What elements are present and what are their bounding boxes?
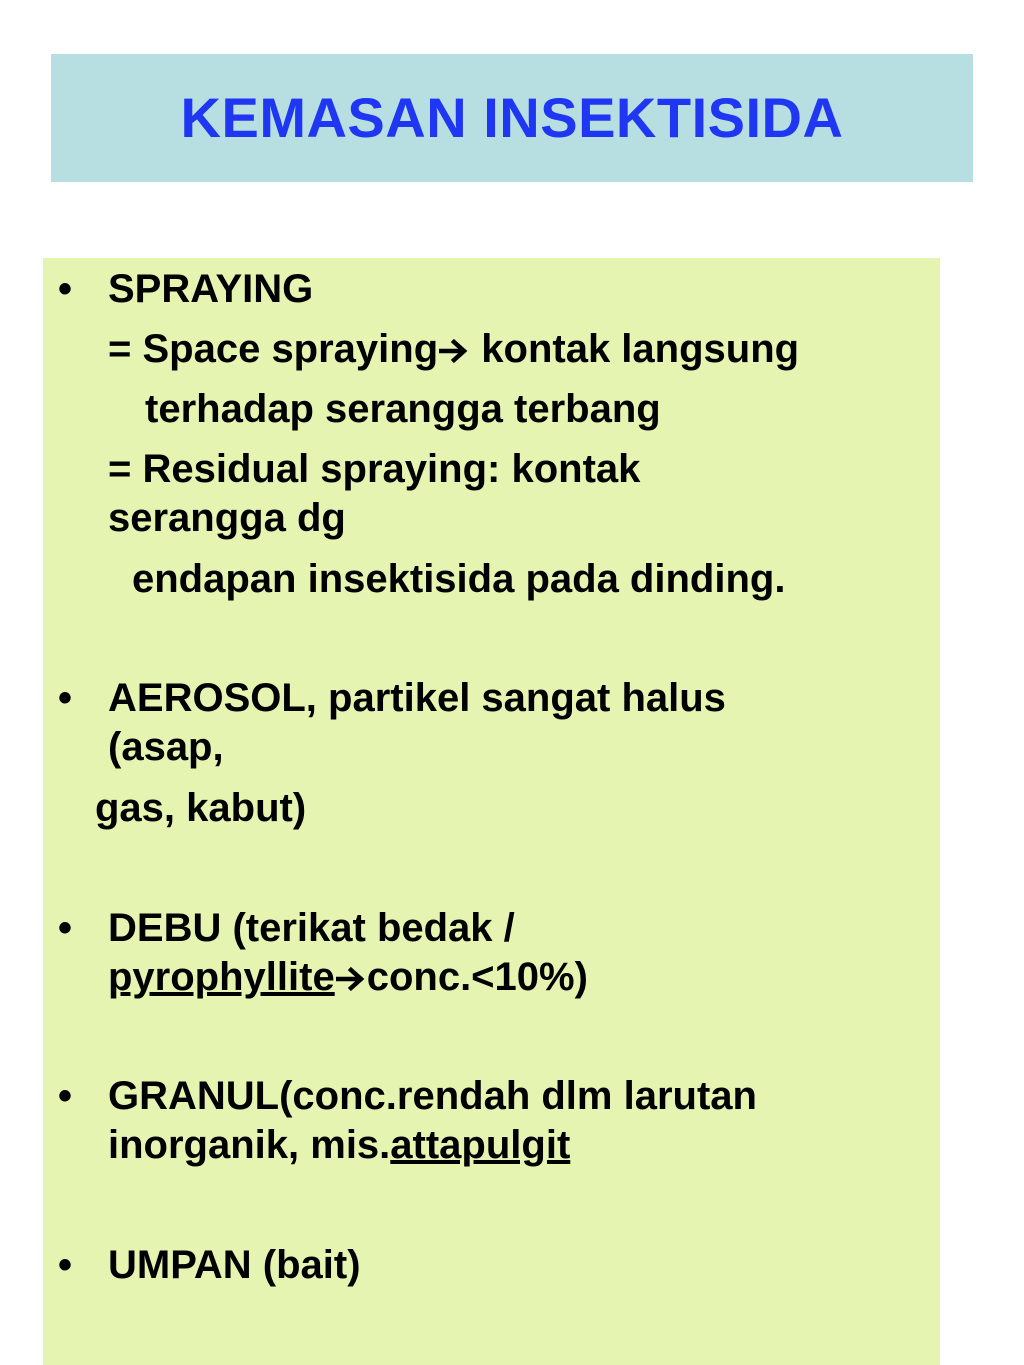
bullet-marker: • — [58, 1243, 73, 1287]
title-banner — [51, 54, 973, 182]
space-spraying-text: = Space spraying — [108, 327, 439, 371]
list-item-granul-label: GRANUL(conc.rendah dlm larutan — [108, 1074, 757, 1118]
bullet-marker: • — [58, 906, 73, 950]
right-arrow-icon — [439, 338, 469, 364]
pyrophyllite-term: pyrophyllite — [108, 955, 335, 999]
granul-line-inorganik — [108, 1121, 570, 1169]
conc-text: conc.<10%) — [366, 955, 588, 999]
inorganik-text: inorganik, mis. — [108, 1123, 391, 1167]
right-arrow-icon — [336, 966, 366, 992]
list-item-umpan-label: UMPAN (bait) — [108, 1243, 361, 1287]
bullet-marker: • — [58, 267, 73, 311]
aerosol-line-gas: gas, kabut) — [95, 786, 307, 830]
spraying-line-residual: = Residual spraying: kontak — [108, 447, 641, 491]
bullet-marker: • — [58, 676, 73, 720]
kontak-langsung-text: kontak langsung — [470, 327, 800, 371]
spraying-line-space — [108, 325, 799, 373]
spraying-line-serangga: serangga dg — [108, 496, 346, 540]
bullet-marker: • — [58, 1074, 73, 1118]
list-item-debu-label: DEBU (terikat bedak / — [108, 906, 515, 950]
spraying-line-terhadap: terhadap serangga terbang — [145, 387, 661, 431]
aerosol-line-asap: (asap, — [108, 725, 224, 769]
list-item-spraying-label: SPRAYING — [108, 267, 314, 311]
spraying-line-endapan: endapan insektisida pada dinding. — [132, 557, 786, 601]
slide-title: KEMASAN INSEKTISIDA — [180, 86, 844, 149]
attapulgit-term: attapulgit — [390, 1123, 571, 1167]
debu-line-pyrophyllite — [108, 953, 588, 1001]
list-item-aerosol-label: AEROSOL, partikel sangat halus — [108, 676, 726, 720]
